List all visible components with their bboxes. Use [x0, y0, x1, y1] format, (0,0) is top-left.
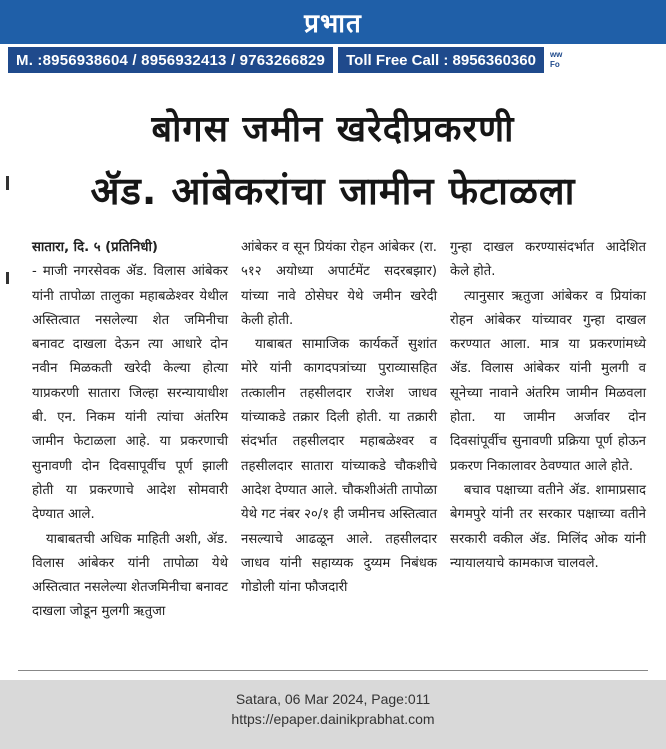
article-column-1: [32, 236, 228, 656]
edition-info: Satara, 06 Mar 2024, Page:011: [235, 691, 431, 707]
bottom-rule: [18, 670, 648, 671]
website-stub-line1: ww: [549, 50, 563, 59]
article-column-3: [450, 236, 646, 656]
article-paragraph: याबाबतची अधिक माहिती अशी, ॲड. विलास आंबेकर यांनी तापोळा येथे अस्तित्वात नसलेल्या शेतजमिनीचा बनावट दाखला जोडून मुलगी ऋतुजा: [32, 531, 228, 620]
toll-free-number: Toll Free Call : 8956360360: [338, 47, 544, 73]
article-paragraph: त्यानुसार ऋतुजा आंबेकर व प्रियांका रोहन आंबेकर यांच्यावर गुन्हा दाखल करण्यात आला. मात्र या प्रकरणांमध्ये ॲड. विलास आंबेकर यांनी मुलगी व सूनेच्या नावाने अंतरिम जामीन मिळवला होता. या जामीन अर्जावर दोन दिवसांपूर्वीच सुनावणी प्रक्रिया पूर्ण होऊन प्रकरण निकालावर ठेवण्यात आले होते.: [450, 288, 646, 474]
article-column-2: [241, 236, 437, 656]
website-stub-line2: Fo: [549, 60, 560, 69]
epaper-link[interactable]: https://epaper.dainikprabhat.com: [231, 711, 435, 727]
phone-numbers: M. :8956938604 / 8956932413 / 9763266829: [8, 47, 333, 73]
paragraph-text: - माजी नगरसेवक ॲड. विलास आंबेकर यांनी तापोळा तालुका महाबळेश्वर येथील अस्तित्वात नसलेल्या शेत जमिनीचा बनावट दाखला देऊन त्या आधारे दोन नवीन मिळकती खरेदी केल्या होत्या याप्रकरणी सातारा जिल्हा सरन्यायाधीश बी. एन. निकम यांनी त्यांचा अंतरिम जामीन फेटाळला आहे. या प्रकरणाची सुनावणी दोन दिवसापूर्वीच पूर्ण झाली होती या प्रकरणाचे आदेश सोमवारी देण्यात आले.: [32, 264, 228, 523]
website-stub: [550, 50, 562, 70]
footer: [0, 680, 666, 749]
article-body: [32, 236, 646, 656]
news-clipping: [0, 76, 666, 680]
article-paragraph: बचाव पक्षाच्या वतीने ॲड. शामाप्रसाद बेगमपुरे यांनी तर सरकार पक्षाच्या वतीने सरकारी वकील ॲड. मिलिंद ओक यांनी न्यायालयाचे कामकाज चालवले.: [450, 482, 646, 571]
dateline: सातारा, दि. ५ (प्रतिनिधी): [32, 240, 158, 255]
brand-logo: प्रभात: [304, 9, 362, 39]
clipping-edge-mark: [6, 272, 9, 284]
masthead: [0, 0, 666, 44]
article-paragraph: आंबेकर व सून प्रियंका रोहन आंबेकर (रा. ५१२ अयोध्या अपार्टमेंट सदरबझार) यांच्या नावे ठोसेघर येथे जमीन खरेदी केली होती.: [241, 240, 437, 328]
article-paragraph: गुन्हा दाखल करण्यासंदर्भात आदेशित केले होते.: [450, 240, 646, 280]
clipping-edge-mark: [6, 176, 9, 190]
headline-line-1: बोगस जमीन खरेदीप्रकरणी: [151, 109, 515, 150]
article-paragraph: याबाबत सामाजिक कार्यकर्ते सुशांत मोरे यांनी कागदपत्रांच्या पुराव्यासहित तत्कालीन तहसीलदार राजेश जाधव यांच्याकडे तक्रार दिली होती. या तक्रारी संदर्भात तहसीलदार महाबळेश्वर व तहसीलदार सातारा यांच्याकडे चौकशीचे आदेश देण्यात आले. चौकशीअंती तापोळा येथे गट नंबर २०/१ ही जमीनच अस्तित्वात नसल्याचे आढळून आले. तहसीलदार जाधव यांनी सहाय्यक दुय्यम निबंधक गोडोली यांना फौजदारी: [241, 337, 437, 596]
article-paragraph: [32, 236, 228, 528]
headline-line-2: ॲड. आंबेकरांचा जामीन फेटाळला: [90, 169, 576, 213]
contact-strip: [8, 46, 666, 74]
